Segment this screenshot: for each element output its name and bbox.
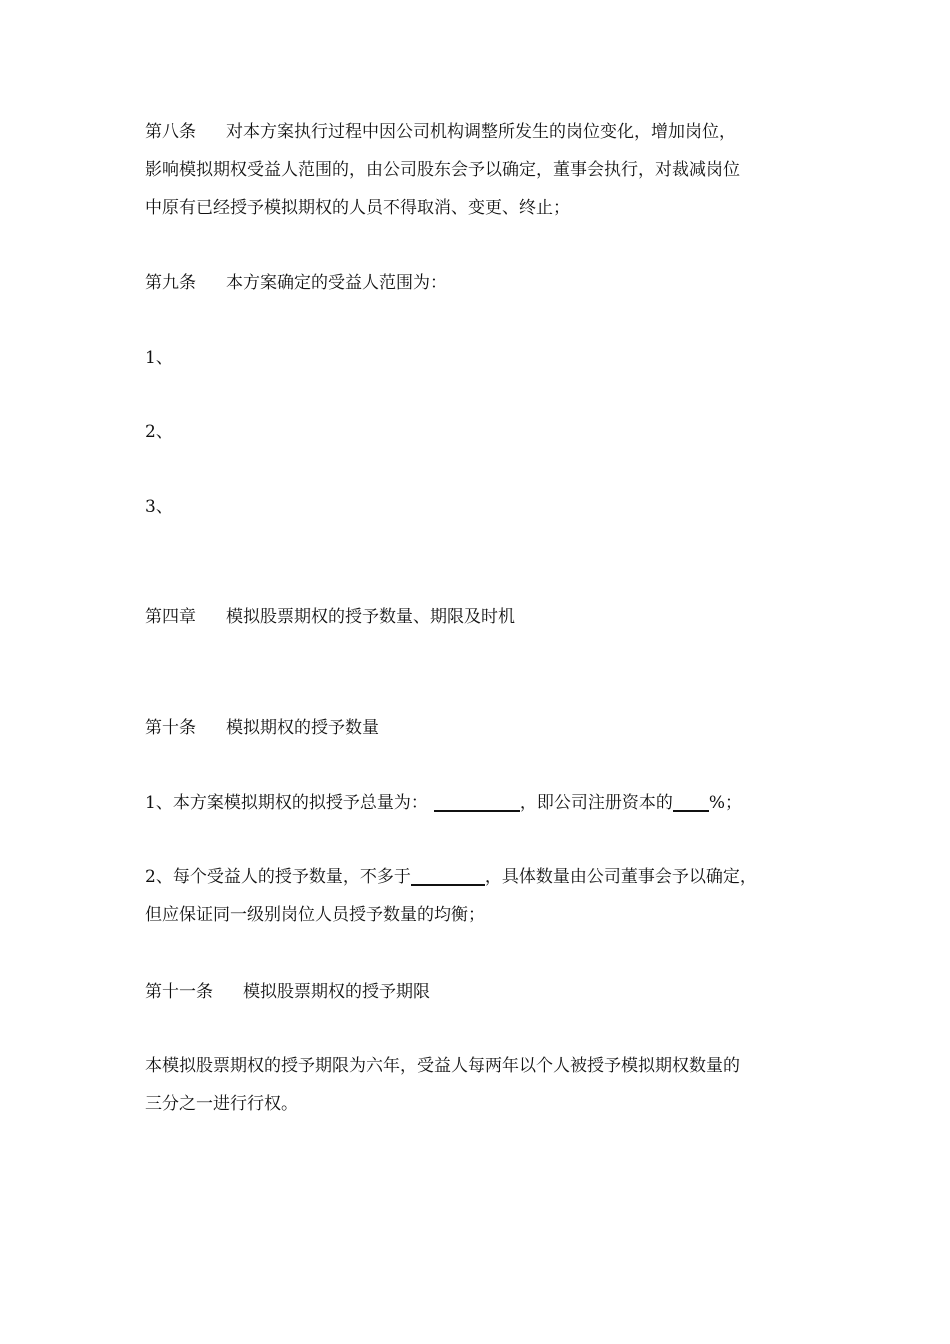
item-2-prefix: 2、每个受益人的授予数量，不多于 — [145, 867, 411, 887]
article-10-item-1 — [145, 788, 810, 819]
chapter-4-title: 模拟股票期权的授予数量、期限及时机 — [226, 607, 515, 627]
item-1-suffix: %； — [708, 793, 742, 813]
article-9-number: 第九条 — [145, 273, 196, 293]
beneficiary-item-1: 1、 — [145, 348, 173, 368]
article-11-body — [145, 1051, 810, 1120]
article-11-heading — [145, 977, 810, 1008]
max-quantity-blank — [411, 864, 485, 886]
item-2-suffix: ，具体数量由公司董事会予以确定， — [484, 867, 757, 887]
article-11-title: 模拟股票期权的授予期限 — [243, 982, 430, 1002]
item-2-line-1 — [145, 862, 810, 893]
item-2-line-2: 但应保证同一级别岗位人员授予数量的均衡； — [145, 905, 485, 925]
article-8-text-1: 对本方案执行过程中因公司机构调整所发生的岗位变化，增加岗位， — [226, 122, 736, 142]
article-11-line-1: 本模拟股票期权的授予期限为六年，受益人每两年以个人被授予模拟期权数量的 — [145, 1056, 740, 1076]
beneficiary-item-3: 3、 — [145, 497, 173, 517]
chapter-4-heading — [145, 602, 810, 633]
article-9-text: 本方案确定的受益人范围为： — [226, 273, 447, 293]
article-10-title: 模拟期权的授予数量 — [226, 718, 379, 738]
article-8-line-3: 中原有已经授予模拟期权的人员不得取消、变更、终止； — [145, 198, 570, 218]
article-8 — [145, 117, 810, 224]
chapter-4-number: 第四章 — [145, 607, 196, 627]
article-8-line-1 — [145, 117, 810, 148]
total-amount-blank — [434, 790, 520, 812]
article-10-number: 第十条 — [145, 718, 196, 738]
article-8-number: 第八条 — [145, 122, 196, 142]
article-10-heading — [145, 713, 810, 744]
article-11-line-2: 三分之一进行行权。 — [145, 1094, 298, 1114]
article-11-number: 第十一条 — [145, 982, 213, 1002]
beneficiary-item-2: 2、 — [145, 422, 173, 442]
article-10-item-2 — [145, 862, 810, 931]
article-8-line-2: 影响模拟期权受益人范围的，由公司股东会予以确定，董事会执行，对裁减岗位 — [145, 160, 740, 180]
article-9 — [145, 268, 810, 299]
capital-percent-blank — [673, 790, 709, 812]
item-1-prefix: 1、本方案模拟期权的拟授予总量为： — [145, 793, 428, 813]
item-1-middle: ，即公司注册资本的 — [519, 793, 673, 813]
